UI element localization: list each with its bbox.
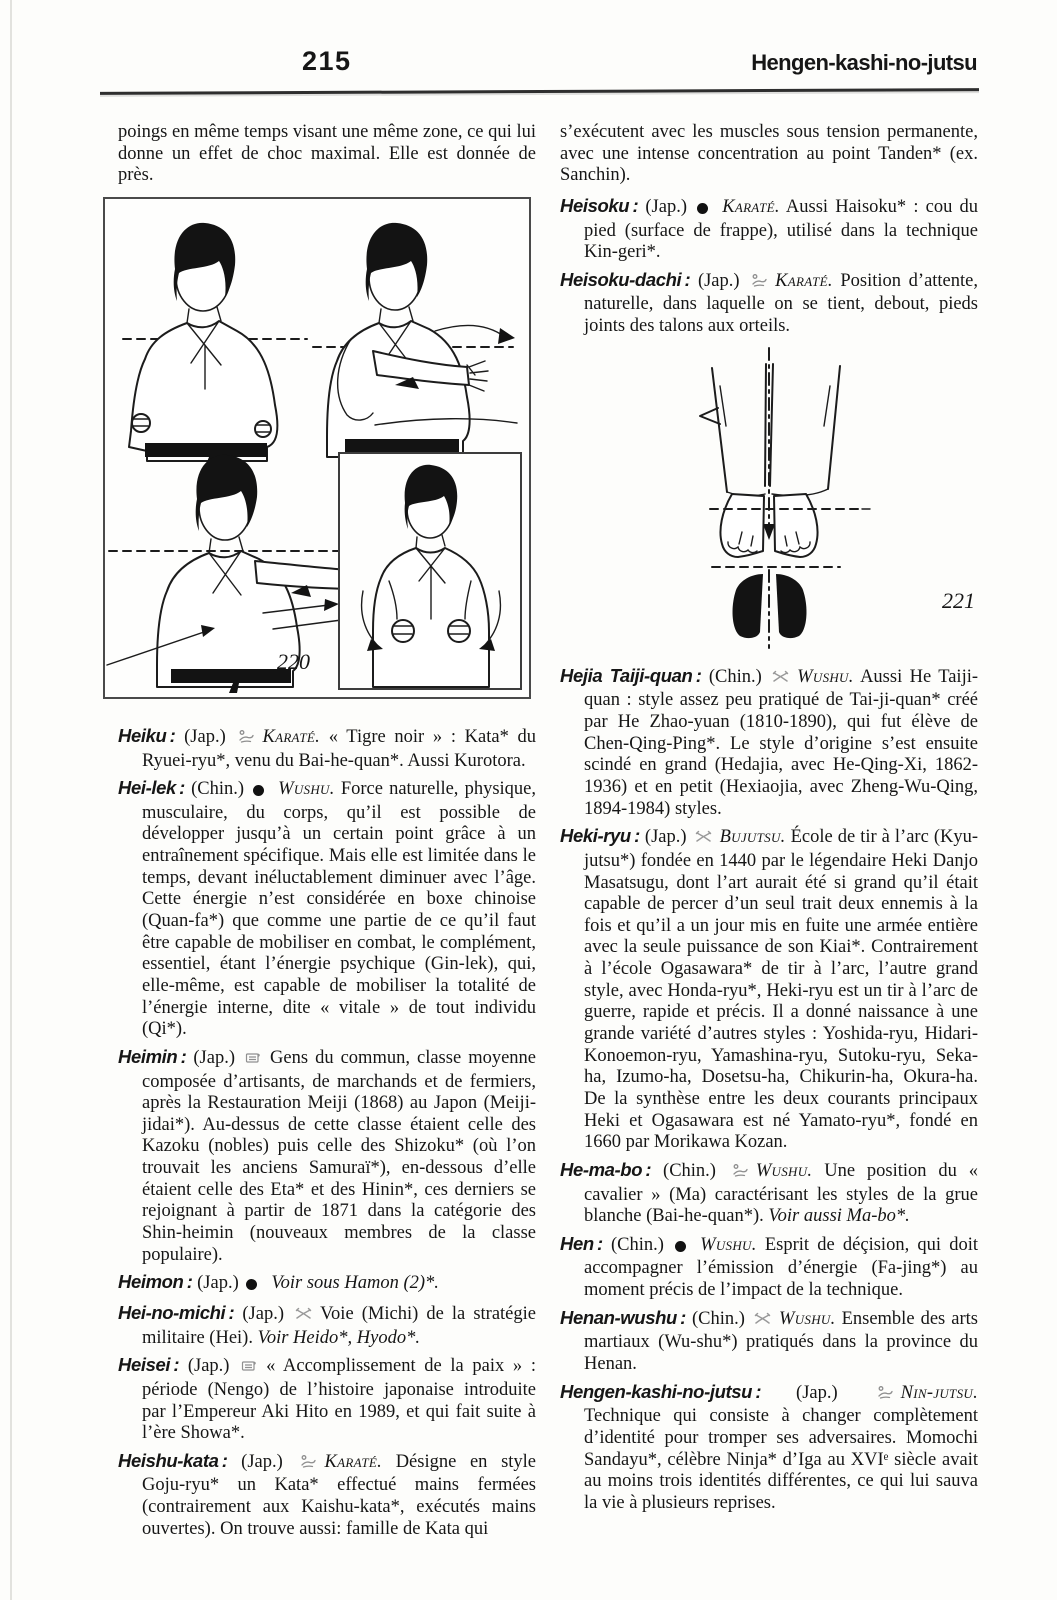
entry-text: Voie (Michi) de la stratégie militaire (Hei). [142, 1303, 536, 1348]
entry-language: (Chin.) [184, 779, 251, 800]
entry-headword: Heki-ryu : [560, 825, 640, 847]
entry-language: (Jap.) [690, 270, 748, 291]
entry-text: « Accomplissement de la paix » : période (Nengo) de l’histoire japonaise introduite par l’Empereur Aki Hito en 1989, et qui fait suite à l’ère Showa*. [142, 1356, 536, 1444]
entry-language: (Jap.) [175, 726, 235, 747]
entry-headword: Heishu-kata : [118, 1449, 228, 1471]
left-entries [118, 725, 536, 1540]
entry-language: (Jap.) [186, 1047, 243, 1068]
entry-text: Voir sous Hamon (2)*. [271, 1273, 439, 1294]
entry-discipline: Nin-jutsu. [900, 1382, 978, 1403]
karate-figure-icon [876, 1385, 896, 1407]
figure-number: 221 [942, 587, 975, 613]
continued-paragraph: poings en même temps visant une même zone, ce qui lui donne un effet de choc maximal. Elle est donnée de près. [118, 122, 536, 186]
entry-language: (Chin.) [651, 1160, 728, 1181]
martial-artist-top-left [123, 223, 307, 477]
dictionary-entry [560, 825, 978, 1154]
dot-icon [253, 781, 273, 803]
entry-text: Désigne en style Goju-ryu* un Kata* effectué mains fermées (contrairement aux Kaishu-kata*, exécutés mains ouvertes). On trouve aussi: famille de Kata qui [142, 1451, 537, 1539]
entry-language: (Jap.) [179, 1356, 239, 1377]
karate-figure-icon [299, 1454, 319, 1476]
entry-headword: Hei-no-michi : [118, 1301, 235, 1323]
entry-text: Une position du « cavalier » (Ma) caractérisant les styles de la grue blanche (Bai-he-quan*). [584, 1160, 978, 1227]
figure-221-illustration [560, 346, 984, 651]
entry-headword: Heimon : [118, 1271, 193, 1293]
crossed-swords-icon [754, 1311, 774, 1333]
entry-discipline: Karaté. [262, 726, 321, 747]
feet-position-diagram [700, 348, 876, 648]
karate-figure-icon [750, 273, 770, 295]
entry-discipline: Wushu. [797, 666, 854, 687]
entry-headword: Heimin : [118, 1045, 187, 1067]
dictionary-entry [118, 725, 536, 772]
dictionary-entry [118, 1450, 536, 1541]
entry-text: École de tir à l’arc (Kyu-jutsu*) fondée en 1440 par le légendaire Heki Danjo Masatsugu, dont l’art aurait été si grand qu’il était capable de percer d’un seul trait deux ennemis à la fois et qu’il a un jour mis en fuite une armée entière avec la seule puissance de son Kiai*. Contrairement à l’école Ogasawara* de tir à l’arc, l’autre grand style, avec Honda-ryu*, Heki-ryu est un tir à l’arc de guerre, rapide et précis. Il a donné naissance à une grande variété d’autres styles : Yoshida-ryu, Hidari-Konoemon-ryu, Yamashina-ryu, Sutoku-ryu, Seka-ha, Izumo-ha, Dosetsu-ha, Chikurin-ha, Okura-ha. De la synthèse entre les deux courants principaux Heki et Ogasawara est né Yamato-ryu*, fondé en 1660 par Morikawa Kozan. [584, 827, 979, 1153]
figure-221 [560, 346, 984, 651]
dictionary-entry [118, 1046, 536, 1266]
entry-language: (Jap.) [638, 196, 695, 217]
entry-language: (Jap.) [192, 1273, 244, 1294]
entry-text: Ensemble des arts martiaux (Wu-shu*) pratiqués dans la province du Henan. [584, 1308, 979, 1374]
entry-headword: He-ma-bo : [560, 1158, 652, 1180]
entry-headword: Heisei : [118, 1354, 180, 1376]
dictionary-entry [118, 1302, 536, 1349]
dictionary-entry [560, 269, 978, 338]
entry-language: (Chin.) [602, 1234, 673, 1255]
right-entries-top [560, 195, 978, 338]
entry-language: (Jap.) [761, 1382, 873, 1403]
entry-text: Voir aussi Ma-bo*. [768, 1206, 910, 1227]
entry-text: Force naturelle, physique, musculaire, du corps, qu’il est possible de développer jusqu’à un certain point grâce à un entraînement spécifique. Mais elle est limitée dans le temps, devant inéluctablement diminuer avec l’âge. Cette énergie n’est considérée en boxe chinoise (Quan-fa*) que comme une partie de ce qu’il faut être capable de mobiliser en combat, le complément, essentiel, étant l’énergie psychique (Gin-lek), qui, elle-même, est capable de mobiliser la totalité de l’énergie interne, dite « vitale » de tout individu (Qi*). [142, 779, 537, 1040]
entry-headword: Hen : [560, 1232, 603, 1254]
entry-discipline: Wushu. [779, 1308, 836, 1329]
entry-text: Voir Heido*, Hyodo*. [257, 1327, 420, 1348]
entry-headword: Heisoku-dachi : [560, 268, 691, 290]
dictionary-entry [560, 1381, 978, 1515]
entry-discipline: Wushu. [700, 1234, 757, 1255]
entry-headword: Heiku : [118, 724, 176, 746]
dictionary-entry [118, 1271, 536, 1297]
entry-language: (Chin.) [701, 666, 770, 687]
dictionary-entry [560, 1233, 978, 1302]
entry-text: Position d’attente, naturelle, dans laquelle on se tient, debout, pieds joints des talons aux orteils. [584, 270, 978, 337]
page-number: 215 [302, 46, 352, 76]
running-head: Hengen-kashi-no-jutsu [751, 50, 977, 75]
entry-discipline: Bujutsu. [719, 827, 786, 848]
right-column [560, 122, 978, 1545]
entry-discipline: Karaté. [324, 1451, 383, 1472]
entry-headword: Hengen-kashi-no-jutsu : [560, 1380, 762, 1402]
scroll-icon [245, 1050, 265, 1072]
continued-paragraph: s’exécutent avec les muscles sous tension permanente, avec une intense concentration au point Tanden* (ex. Sanchin). [560, 122, 978, 186]
dot-icon [675, 1237, 695, 1259]
dictionary-entry [560, 1159, 978, 1228]
figure-220-box [103, 197, 531, 699]
entry-language: (Jap.) [639, 827, 692, 848]
karate-figure-icon [237, 729, 257, 751]
entry-language: (Jap.) [227, 1451, 297, 1472]
karate-figure-icon [731, 1163, 751, 1185]
entry-headword: Henan-wushu : [560, 1306, 686, 1328]
entry-text: Aussi He Taiji-quan : style assez peu pratiqué de Tai-ji-quan* créé par He Zhao-yuan (1810-1890), qui fut élève de Chen-Qing-Ping*. Le style d’origine s’est ensuite scindé en grand (Hedajia, avec He-Qing-Xi, 1862-1936) et en petit (Hexiaojia, avec Zheng-Wu-Qing, 1894-1984) styles. [584, 666, 979, 819]
dictionary-entry [560, 195, 978, 264]
dot-icon [697, 199, 717, 221]
martial-artist-inner-box [339, 453, 521, 689]
entry-discipline: Wushu. [278, 779, 335, 800]
entry-language: (Chin.) [685, 1308, 751, 1329]
figure-number: 220 [277, 648, 310, 674]
two-column-layout [118, 122, 978, 1545]
entry-text: Technique qui consiste à changer complètement d’identité pour tromper ses adversaires. Momochi Sandayu*, célèbre Ninja* d’Iga au XVIᵉ siècle avait au moins trois identités différentes, ce qui lui sauva la vie à plusieurs reprises. [584, 1406, 978, 1513]
scroll-icon [241, 1358, 261, 1380]
entry-language: (Jap.) [234, 1303, 293, 1324]
entry-headword: Heisoku : [560, 194, 639, 216]
left-column [118, 122, 536, 1545]
entry-discipline: Karaté. [722, 196, 780, 217]
dictionary-entry [560, 665, 978, 820]
entry-discipline: Karaté. [775, 270, 833, 291]
entry-discipline: Wushu. [755, 1160, 813, 1181]
right-entries-bottom [560, 665, 978, 1515]
entry-headword: Hejia Taiji-quan : [560, 664, 702, 686]
crossed-swords-icon [295, 1306, 315, 1328]
entry-text: Aussi Haisoku* : cou du pied (surface de frappe), utilisé dans la technique Kin-geri*. [584, 196, 979, 263]
crossed-swords-icon [772, 669, 792, 691]
entry-text: Gens du commun, classe moyenne composée d’artisants, de marchands et de fermiers, après la Restauration Meiji (1868) au Japon (Meiji-jidai*). Au-dessus de cette classe étaient celle des Kazoku (nobles) puis celle des Shizoku* (où l’on trouvait les anciens Samuraï*), en-dessous d’elle étaient celle des Eta* et des Hinin*, ces derniers se rejoignant à partir de 1871 dans la catégorie des Shin-heimin (nouveaux membres de la classe populaire). [142, 1047, 537, 1265]
crossed-swords-icon [695, 829, 715, 851]
scan-edge-artifact [10, 0, 12, 1600]
dot-icon [246, 1275, 266, 1297]
dictionary-entry [118, 1354, 536, 1445]
dictionary-entry [118, 777, 536, 1041]
dictionary-entry [560, 1307, 978, 1376]
header-rule [100, 88, 979, 95]
entry-text: Esprit de déçision, qui doit accompagner l’émission d’énergie (Fa-jing*) au moment précis de l’impact de la technique. [584, 1234, 978, 1301]
entry-headword: Hei-lek : [118, 777, 185, 799]
entry-text: « Tigre noir » : Kata* du Ryuei-ryu*, venu du Bai-he-quan*. Aussi Kurotora. [142, 726, 536, 771]
martial-artist-top-right [313, 223, 517, 470]
figure-220-illustration [105, 199, 525, 693]
